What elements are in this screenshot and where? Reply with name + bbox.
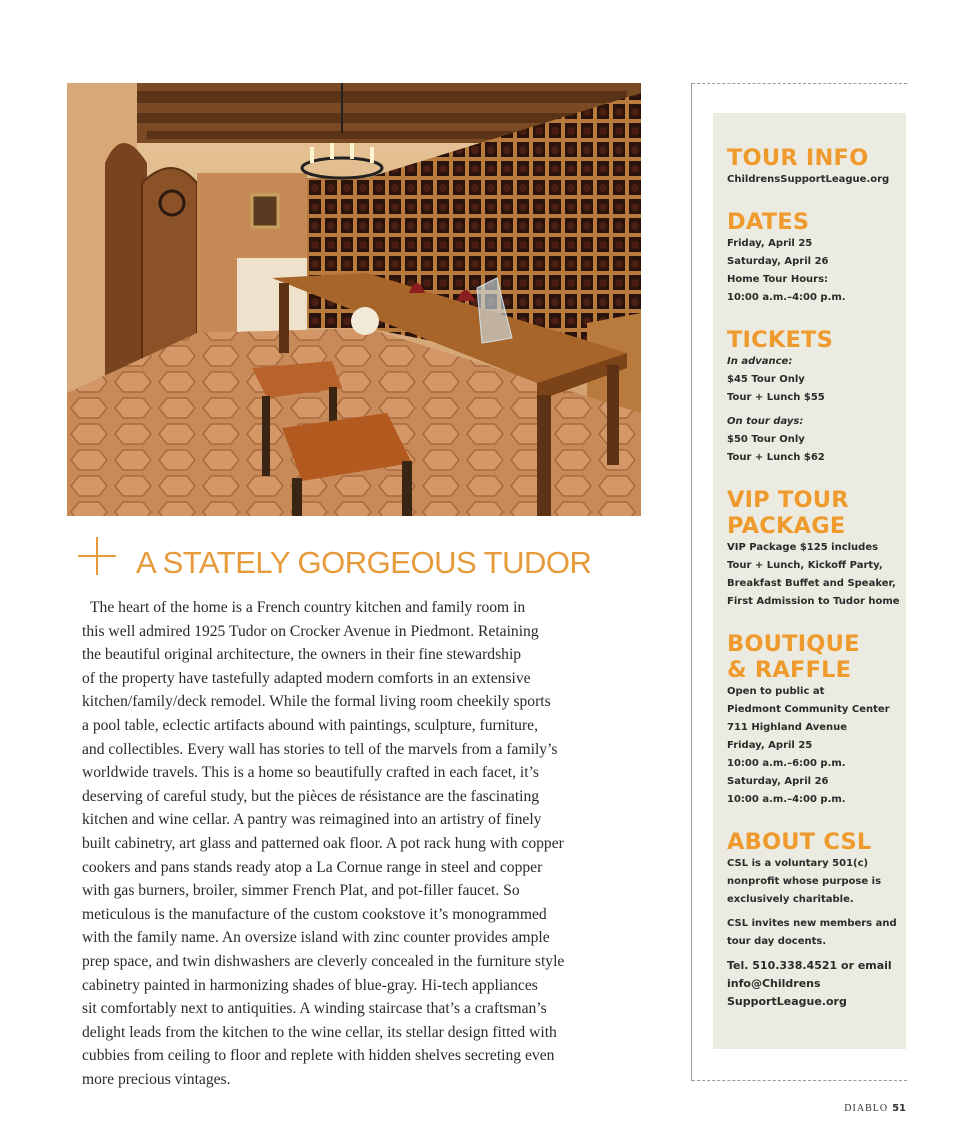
vip-heading: VIP TOUR <box>727 487 849 513</box>
about-line: CSL invites new members and <box>727 918 897 929</box>
vip-line: Tour + Lunch, Kickoff Party, <box>727 560 883 571</box>
tour-info-heading: TOUR INFO <box>727 145 869 171</box>
page-folio <box>844 1103 906 1114</box>
body-line: meticulous is the manufacture of the custom cookstove it’s monogrammed <box>82 905 547 923</box>
tickets-heading: TICKETS <box>727 327 833 353</box>
contact-line: info@Childrens <box>727 977 821 990</box>
dates-heading: DATES <box>727 209 810 235</box>
tickets-tourday-label: On tour days: <box>727 416 804 427</box>
body-line: prep space, and twin dishwashers are cleverly concealed in the furniture style <box>82 952 565 970</box>
ticket-price: $50 Tour Only <box>727 434 805 445</box>
body-line: more precious vintages. <box>82 1070 231 1088</box>
about-heading: ABOUT CSL <box>727 829 872 855</box>
body-line: cabinetry painted in harmonizing shades of blue-gray. Hi-tech appliances <box>82 976 538 994</box>
tickets-advance-label: In advance: <box>727 356 793 367</box>
body-line: built cabinetry, art glass and patterned oak floor. A pot rack hung with copper <box>82 834 564 852</box>
boutique-line: Saturday, April 26 <box>727 776 829 787</box>
plus-ornament-icon <box>78 537 116 575</box>
boutique-line: 711 Highland Avenue <box>727 722 848 733</box>
body-line: cookers and pans stands ready atop a La Cornue range in steel and copper <box>82 858 543 876</box>
body-line: this well admired 1925 Tudor on Crocker Avenue in Piedmont. Retaining <box>82 622 539 640</box>
vip-line: Breakfast Buffet and Speaker, <box>727 578 896 589</box>
vip-heading-2: PACKAGE <box>727 513 846 539</box>
wine-cellar-illustration <box>67 83 641 516</box>
dates-line: Home Tour Hours: <box>727 274 829 285</box>
body-line: deserving of careful study, but the pièces de résistance are the fascinating <box>82 787 540 805</box>
vip-line: VIP Package $125 includes <box>727 542 879 553</box>
boutique-line: 10:00 a.m.–4:00 p.m. <box>727 794 846 805</box>
article-headline: A STATELY GORGEOUS TUDOR <box>136 545 592 580</box>
body-line: the beautiful original architecture, the owners in their fine stewardship <box>82 646 522 664</box>
boutique-heading-2: & RAFFLE <box>727 657 852 683</box>
about-line: exclusively charitable. <box>727 894 854 905</box>
body-line: worldwide travels. This is a home so beautifully crafted in each facet, it’s <box>82 764 539 782</box>
body-line: with gas burners, broiler, simmer French Plat, and pot-filler faucet. So <box>82 882 520 900</box>
magazine-name: DIABLO <box>844 1103 889 1114</box>
body-line: kitchen/family/deck remodel. While the formal living room cheekily sports <box>82 693 551 711</box>
contact-line: Tel. 510.338.4521 or email <box>727 959 892 972</box>
dates-line: Saturday, April 26 <box>727 256 829 267</box>
body-line: cubbies from ceiling to floor and replete with hidden shelves secreting even <box>82 1047 555 1065</box>
ticket-price: Tour + Lunch $62 <box>727 452 825 463</box>
ticket-price: Tour + Lunch $55 <box>727 392 825 403</box>
boutique-line: Piedmont Community Center <box>727 704 890 715</box>
body-line: with the family name. An oversize island with zinc counter provides ample <box>82 929 550 947</box>
body-line: sit comfortably next to antiquities. A winding staircase that’s a craftsman’s <box>82 1000 547 1018</box>
boutique-heading: BOUTIQUE <box>727 631 860 657</box>
about-line: nonprofit whose purpose is <box>727 876 882 887</box>
about-line: CSL is a voluntary 501(c) <box>727 858 869 869</box>
dates-line: Friday, April 25 <box>727 238 813 249</box>
wine-cellar-photo <box>67 83 641 516</box>
article-body <box>82 596 642 1091</box>
body-line: delight leads from the kitchen to the wine cellar, its stellar design fitted with <box>82 1023 557 1041</box>
ticket-price: $45 Tour Only <box>727 374 805 385</box>
body-line: of the property have tastefully adapted modern comforts in an extensive <box>82 669 531 687</box>
tour-website: ChildrensSupportLeague.org <box>727 174 890 185</box>
tour-info-sidebar <box>713 113 906 1049</box>
boutique-line: Friday, April 25 <box>727 740 813 751</box>
contact-line: SupportLeague.org <box>727 995 847 1008</box>
boutique-line: 10:00 a.m.–6:00 p.m. <box>727 758 846 769</box>
body-line: kitchen and wine cellar. A pantry was reimagined into an artistry of finely <box>82 811 542 829</box>
dates-line: 10:00 a.m.–4:00 p.m. <box>727 292 846 303</box>
page-number: 51 <box>892 1103 906 1114</box>
boutique-line: Open to public at <box>727 686 825 697</box>
body-line: The heart of the home is a French country kitchen and family room in <box>90 599 526 616</box>
vip-line: First Admission to Tudor home <box>727 596 900 607</box>
body-line: a pool table, eclectic artifacts abound with paintings, sculpture, furniture, <box>82 716 538 734</box>
body-line: and collectibles. Every wall has stories to tell of the marvels from a family’s <box>82 740 558 758</box>
about-line: tour day docents. <box>727 936 827 947</box>
